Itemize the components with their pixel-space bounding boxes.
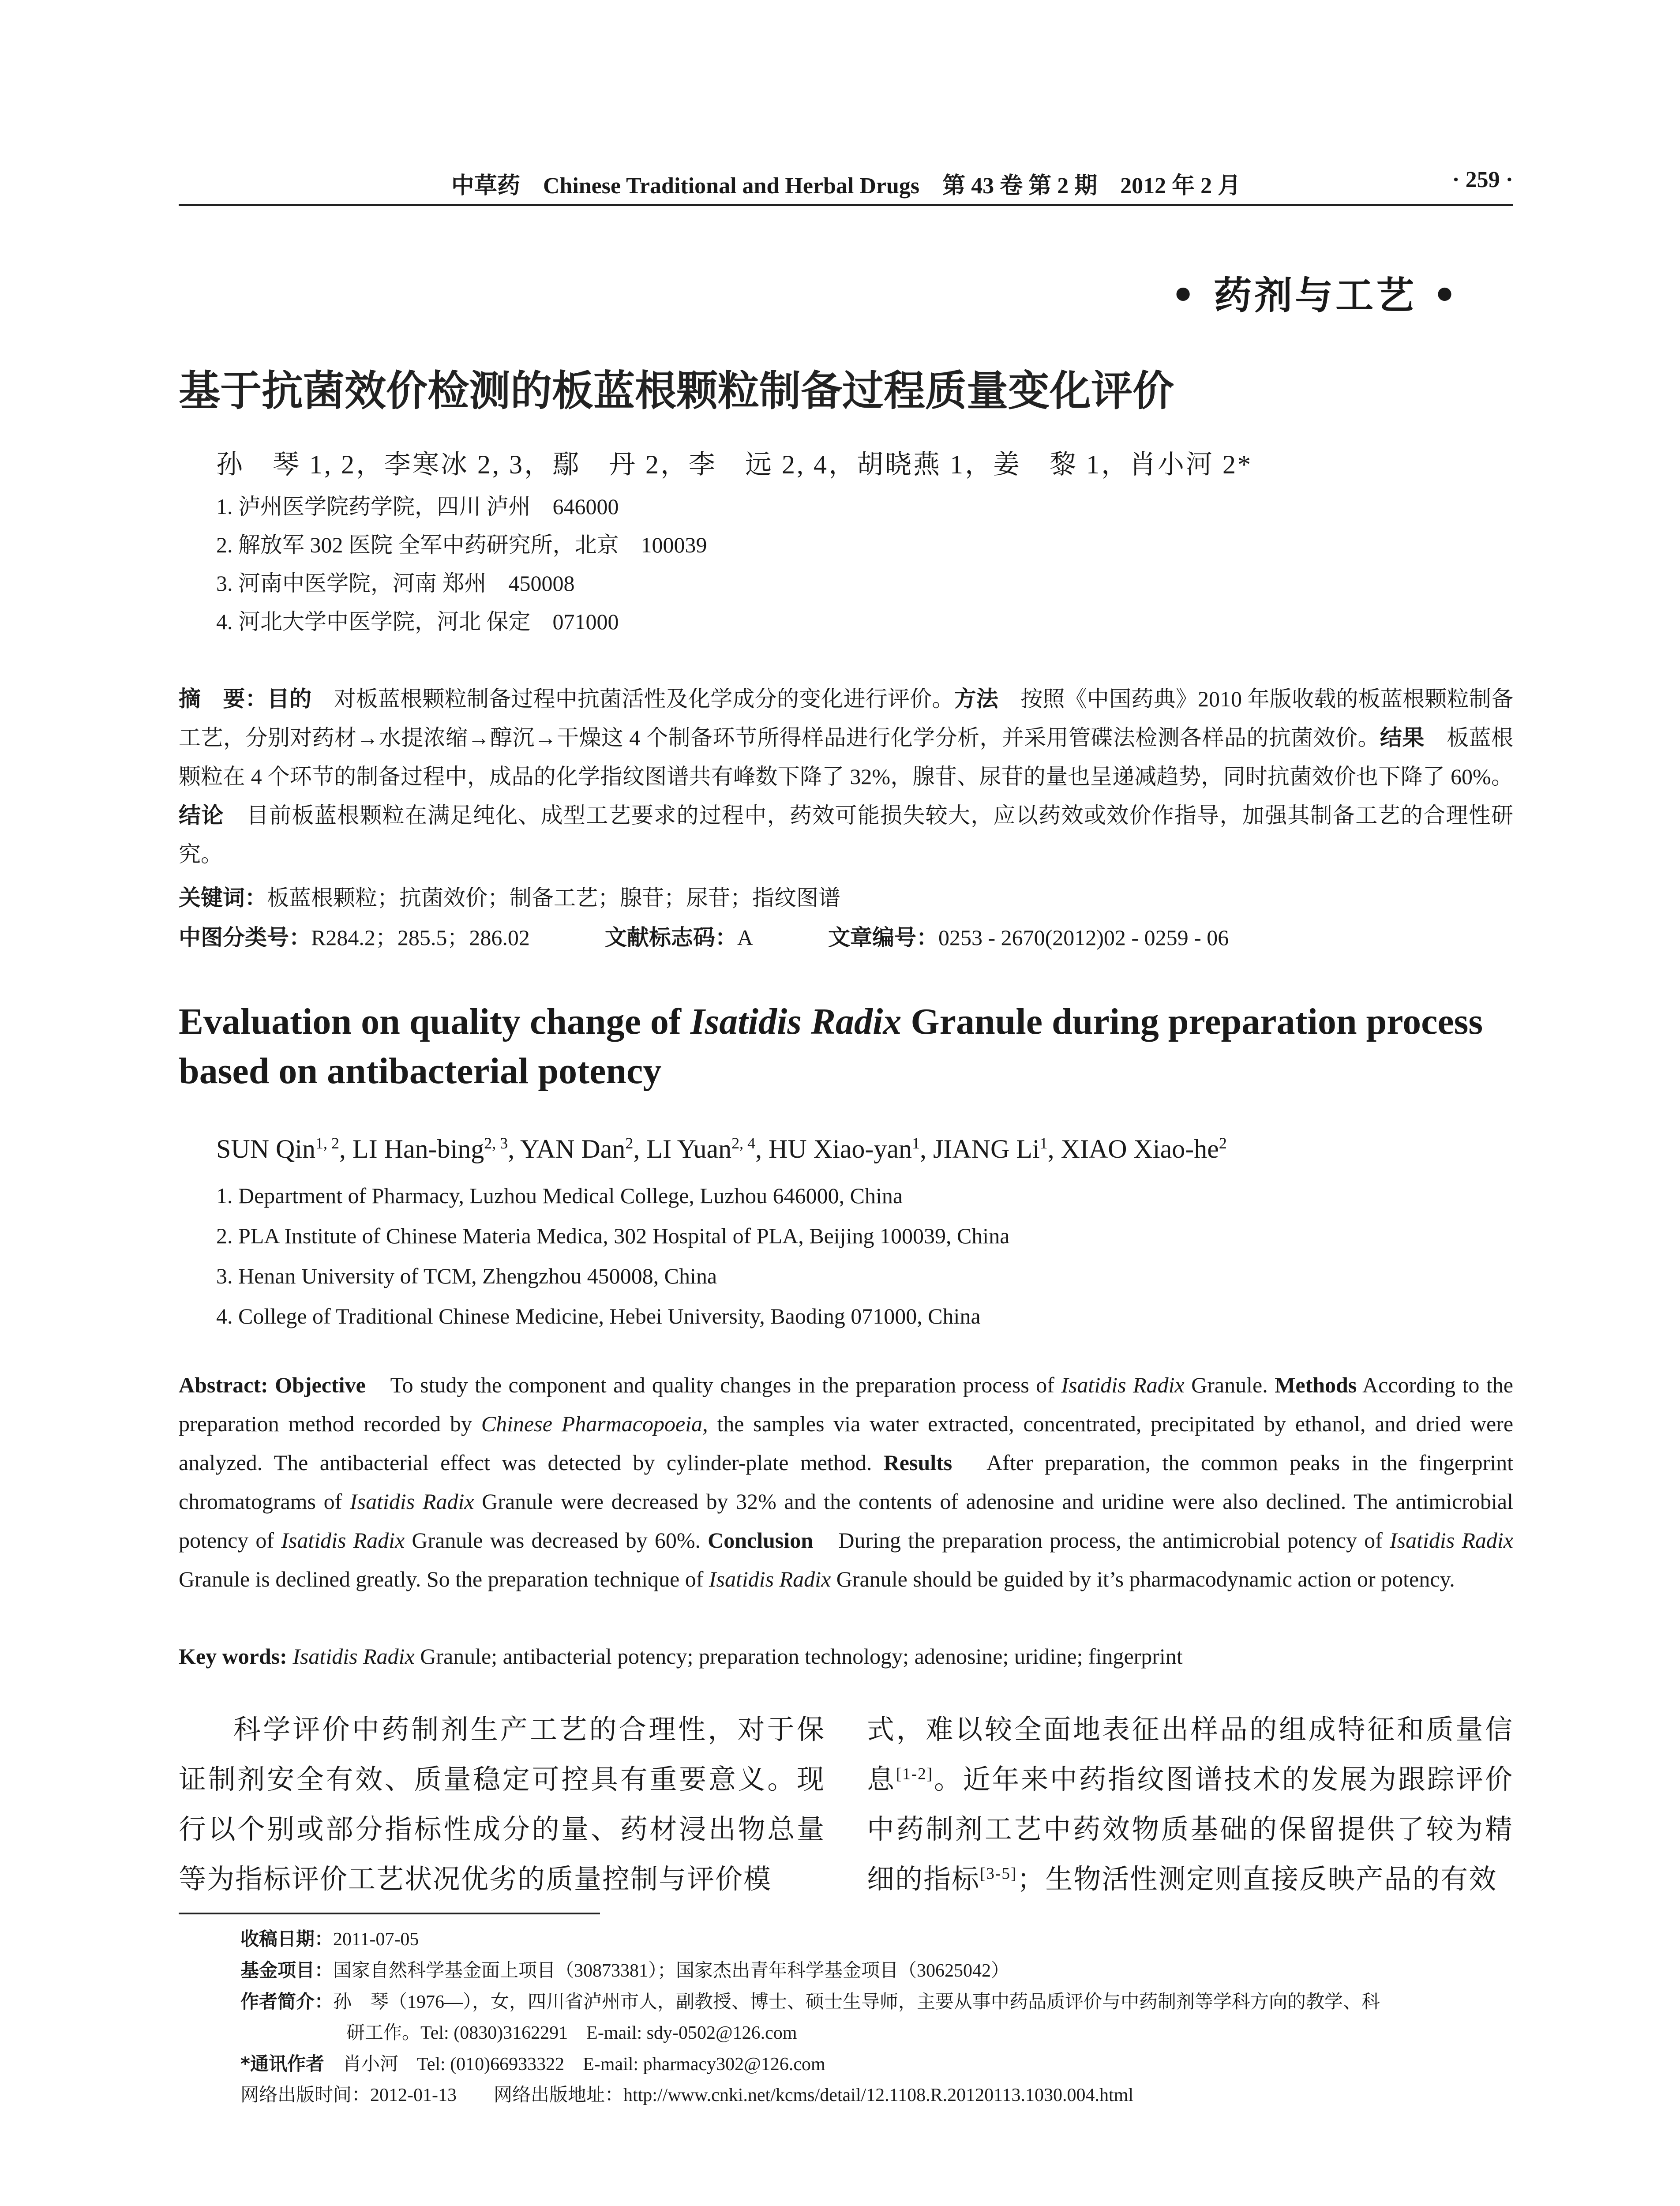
body-text: ；生物活性测定则直接反映产品的有效 bbox=[1017, 1865, 1497, 1895]
abstract-text: , the samples via water extracted, concentrated, precipitated by ethanol, and dried were analyzed. The antibacterial effect was detected by cylinder-plate method. bbox=[179, 1411, 1514, 1475]
results-text: 板蓝根颗粒在 4 个环节的制备过程中，成品的化学指纹图谱共有峰数下降了 32%，腺苷、尿苷的量也呈递减趋势，同时抗菌效价也下降了 60%。 bbox=[179, 725, 1514, 789]
keywords-label: 关键词： bbox=[179, 885, 267, 911]
footnote-text: 2011-07-05 bbox=[333, 1929, 419, 1950]
author-name: , HU Xiao-yan bbox=[755, 1134, 912, 1163]
keywords-chinese bbox=[179, 880, 840, 912]
affiliation: 3. Henan University of TCM, Zhengzhou 450008, China bbox=[216, 1264, 717, 1288]
methods-text: 按照《中国药典》2010 年版收载的板蓝根颗粒制备工艺，分别对药材→水提浓缩→醇沉→干燥这 4 个制备环节所得样品进行化学分析，并采用管碟法检测各样品的抗菌效价。 bbox=[179, 687, 1514, 750]
author-affil: 1 bbox=[1039, 1134, 1048, 1152]
footnote-text: 孙 琴（1976—），女，四川省泸州市人，副教授、博士、硕士生导师，主要从事中药品质评价与中药制剂等学科方向的教学、科 bbox=[333, 1992, 1380, 2012]
keywords-text: Granule; antibacterial potency; preparation technology; adenosine; uridine; fingerprint bbox=[414, 1644, 1183, 1669]
abstract-english bbox=[179, 1366, 1513, 1598]
article-id-label: 文章编号： bbox=[828, 925, 938, 950]
author-name: , LI Yuan bbox=[633, 1134, 732, 1163]
author-affil: 2 bbox=[625, 1134, 634, 1152]
doc-code-label: 文献标志码： bbox=[604, 925, 737, 950]
clc-label: 中图分类号： bbox=[179, 925, 311, 950]
authors-chinese: 孙 琴 1, 2，李寒冰 2, 3，鄢 丹 2，李 远 2, 4，胡晓燕 1，姜 黎 1，肖小河 2* bbox=[216, 450, 1252, 479]
abstract-italic: Isatidis Radix bbox=[709, 1567, 831, 1591]
article-id-value: 0253 - 2670(2012)02 - 0259 - 06 bbox=[938, 925, 1229, 950]
author-affil: 2, 3 bbox=[484, 1134, 508, 1152]
footnote-text: 国家自然科学基金面上项目（30873381）；国家杰出青年科学基金项目（30625042） bbox=[333, 1961, 1010, 1981]
keywords-english bbox=[179, 1643, 1183, 1669]
keywords-text: 板蓝根颗粒；抗菌效价；制备工艺；腺苷；尿苷；指纹图谱 bbox=[267, 885, 840, 910]
author-affil: 2, 4 bbox=[731, 1134, 756, 1152]
abstract-chinese bbox=[179, 679, 1513, 874]
body-column-right bbox=[867, 1705, 1513, 1905]
citation-link[interactable]: [3-5] bbox=[980, 1865, 1017, 1883]
footnote-label: *通讯作者 bbox=[240, 2053, 324, 2075]
author-name: , JIANG Li bbox=[919, 1134, 1040, 1163]
methods-label: Methods bbox=[1275, 1373, 1357, 1397]
author-affil: 1 bbox=[911, 1134, 920, 1152]
abstract-text: According to the preparation method recorded by bbox=[179, 1373, 1513, 1436]
conclusion-label: Conclusion bbox=[708, 1528, 814, 1553]
page-number: · 259 · bbox=[1452, 167, 1513, 192]
abstract-italic: Isatidis Radix bbox=[1061, 1373, 1185, 1397]
section-label: • 药剂与工艺 • bbox=[1171, 274, 1459, 318]
abstract-label: Abstract: Objective bbox=[179, 1373, 366, 1397]
abstract-italic: Chinese Pharmacopoeia bbox=[481, 1411, 703, 1436]
affiliation: 1. 泸州医学院药学院，四川 泸州 646000 bbox=[216, 494, 619, 519]
abstract-text: Granule. bbox=[1184, 1373, 1275, 1397]
affiliations-english bbox=[216, 1176, 1009, 1336]
abstract-text: To study the component and quality changes in the preparation process of bbox=[365, 1373, 1061, 1397]
abstract-text: Granule should be guided by it’s pharmacodynamic action or potency. bbox=[831, 1567, 1455, 1591]
keywords-italic: Isatidis Radix bbox=[292, 1644, 415, 1669]
abstract-italic: Isatidis Radix bbox=[281, 1528, 405, 1553]
affiliation: 4. 河北大学中医学院，河北 保定 071000 bbox=[216, 609, 619, 634]
author-affil: 1, 2 bbox=[315, 1134, 340, 1152]
journal-header: 中草药 Chinese Traditional and Herbal Drugs 第 43 卷 第 2 期 2012 年 2 月 bbox=[451, 173, 1241, 199]
abstract-text: Granule is declined greatly. So the preparation technique of bbox=[179, 1567, 709, 1591]
conclusion-label: 结论 bbox=[179, 803, 224, 828]
body-text: 式，难以较全面地表征出样品的组成特征和质量信息 bbox=[867, 1715, 1513, 1795]
footnote-rule bbox=[179, 1913, 600, 1914]
abstract-label: 摘 要： bbox=[179, 686, 267, 712]
author-name: , LI Han-bing bbox=[339, 1134, 484, 1163]
author-bio bbox=[240, 1986, 1513, 2018]
affiliation: 3. 河南中医学院，河南 郑州 450008 bbox=[216, 571, 575, 596]
footnote-label: 收稿日期： bbox=[240, 1928, 334, 1950]
abstract-text: After preparation, the common peaks in the fingerprint chromatograms of bbox=[179, 1450, 1513, 1514]
title-chinese: 基于抗菌效价检测的板蓝根颗粒制备过程质量变化评价 bbox=[179, 367, 1174, 415]
objective-text: 对板蓝根颗粒制备过程中抗菌活性及化学成分的变化进行评价。 bbox=[311, 687, 954, 711]
title-text: Evaluation on quality change of bbox=[179, 1001, 690, 1042]
title-text: Granule during preparation process based on antibacterial potency bbox=[179, 1001, 1483, 1092]
author-name: SUN Qin bbox=[216, 1134, 316, 1163]
citation-link[interactable]: [1-2] bbox=[896, 1765, 934, 1783]
abstract-text: Granule were decreased by 32% and the contents of adenosine and uridine were also declined. The antimicrobial potency of bbox=[179, 1489, 1514, 1553]
affiliation: 2. PLA Institute of Chinese Materia Medica, 302 Hospital of PLA, Beijing 100039, China bbox=[216, 1223, 1010, 1248]
footnote-text: 肖小河 Tel: (010)66933322 E-mail: pharmacy302@126.com bbox=[324, 2054, 825, 2075]
title-english bbox=[179, 997, 1513, 1096]
footnote-label: 作者简介： bbox=[240, 1991, 334, 2012]
objective-label: 目的 bbox=[267, 686, 312, 712]
author-bio-cont: 研工作。Tel: (0830)3162291 E-mail: sdy-0502@126.com bbox=[346, 2023, 797, 2043]
online-publication[interactable]: 网络出版时间：2012-01-13 网络出版地址：http://www.cnki.net/kcms/detail/12.1108.R.20120113.1030.004.html bbox=[240, 2085, 1134, 2105]
body-column-left: 科学评价中药制剂生产工艺的合理性，对于保证制剂安全有效、质量稳定可控具有重要意义。现行以个别或部分指标性成分的量、药材浸出物总量等为指标评价工艺状况优劣的质量控制与评价模 bbox=[179, 1715, 825, 1895]
title-italic: Isatidis Radix bbox=[690, 1001, 902, 1042]
affiliation: 4. College of Traditional Chinese Medicine, Hebei University, Baoding 071000, China bbox=[216, 1304, 981, 1328]
body-text: 。近年来中药指纹图谱技术的发展为跟踪评价中药制剂工艺中药效物质基础的保留提供了较为精细的指标 bbox=[867, 1765, 1513, 1895]
author-name: , YAN Dan bbox=[508, 1134, 626, 1163]
running-header bbox=[179, 167, 1513, 202]
doc-code-value: A bbox=[737, 925, 753, 950]
methods-label: 方法 bbox=[954, 686, 998, 712]
results-label: Results bbox=[883, 1450, 952, 1475]
affiliation: 2. 解放军 302 医院 全军中药研究所，北京 100039 bbox=[216, 533, 707, 557]
authors-english bbox=[216, 1134, 1227, 1164]
abstract-text: Granule was decreased by 60%. bbox=[405, 1528, 708, 1553]
affiliations-chinese bbox=[216, 488, 707, 641]
results-label: 结果 bbox=[1380, 725, 1425, 750]
funding bbox=[240, 1955, 1513, 1986]
keywords-label: Key words: bbox=[179, 1644, 293, 1669]
abstract-italic: Isatidis Radix bbox=[1389, 1528, 1513, 1553]
abstract-text: During the preparation process, the antimicrobial potency of bbox=[813, 1528, 1390, 1553]
author-affil: 2 bbox=[1219, 1134, 1227, 1152]
abstract-italic: Isatidis Radix bbox=[350, 1489, 474, 1514]
received-date bbox=[240, 1924, 1513, 1955]
clc-value: R284.2；285.5；286.02 bbox=[311, 925, 530, 950]
footnote-label: 基金项目： bbox=[240, 1959, 334, 1981]
classification-line bbox=[179, 920, 1513, 952]
affiliation: 1. Department of Pharmacy, Luzhou Medical College, Luzhou 646000, China bbox=[216, 1183, 903, 1208]
header-rule bbox=[179, 204, 1513, 206]
corresponding-author bbox=[240, 2048, 1513, 2080]
conclusion-text: 目前板蓝根颗粒在满足纯化、成型工艺要求的过程中，药效可能损失较大，应以药效或效价作指导，加强其制备工艺的合理性研究。 bbox=[179, 803, 1514, 867]
author-name: , XIAO Xiao-he bbox=[1047, 1134, 1219, 1163]
footnotes bbox=[240, 1924, 1513, 2111]
